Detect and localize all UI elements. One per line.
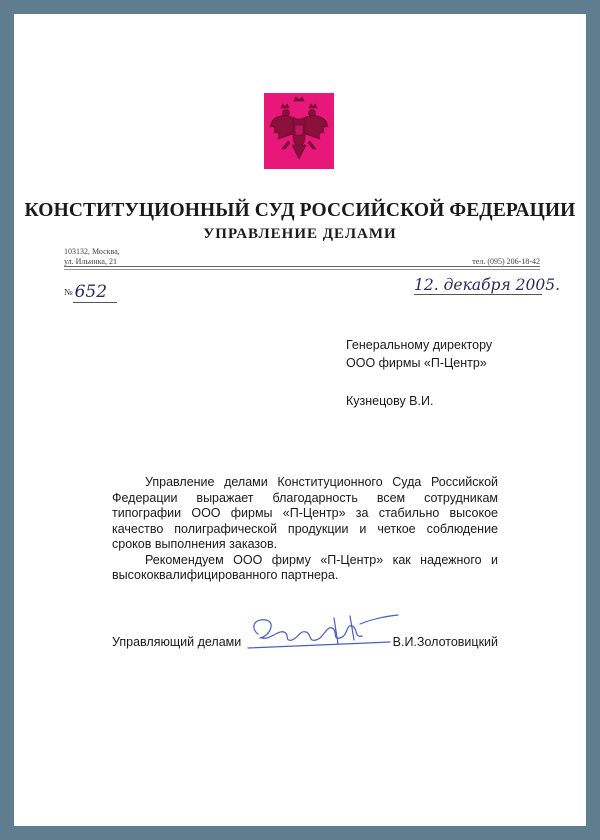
org-title: КОНСТИТУЦИОННЫЙ СУД РОССИЙСКОЙ ФЕДЕРАЦИИ [24, 200, 576, 221]
letter-number-value: 652 [73, 282, 117, 303]
number-prefix: № [64, 287, 73, 297]
signatory-name: В.И.Золотовицкий [392, 635, 498, 649]
address-line-2: ул. Ильинка, 21 [64, 257, 117, 266]
signatory-position: Управляющий делами [112, 635, 242, 649]
addressee-line-1: Генеральному директору [346, 338, 493, 352]
handwritten-signature-icon [240, 610, 400, 660]
header-divider-thin [64, 269, 540, 270]
letter-body [112, 475, 498, 584]
double-headed-eagle-emblem-icon [264, 93, 334, 169]
header-divider [64, 266, 540, 267]
org-phone: тел. (095) 206-18-42 [472, 257, 540, 266]
body-paragraph-2: Рекомендуем ООО фирму «П-Центр» как надежного и высококвалифицированного партнера. [112, 552, 498, 582]
org-address [64, 247, 120, 267]
org-subtitle: УПРАВЛЕНИЕ ДЕЛАМИ [203, 226, 397, 242]
letter-date: 12. декабря 2005. [414, 276, 561, 294]
letter-number [64, 282, 117, 303]
addressee-block [346, 336, 492, 410]
addressee-name: Кузнецову В.И. [346, 394, 434, 408]
body-paragraph-1: Управление делами Конституционного Суда Российской Федерации выражает благодарность всем сотрудникам типографии ООО фирмы «П-Центр» за стабильно высокое качество полиграфической продукции и четкое соблюдение сроков выполнения заказов. [112, 475, 498, 551]
address-line-1: 103132, Москва, [64, 247, 120, 256]
addressee-line-2: ООО фирмы «П-Центр» [346, 356, 487, 370]
